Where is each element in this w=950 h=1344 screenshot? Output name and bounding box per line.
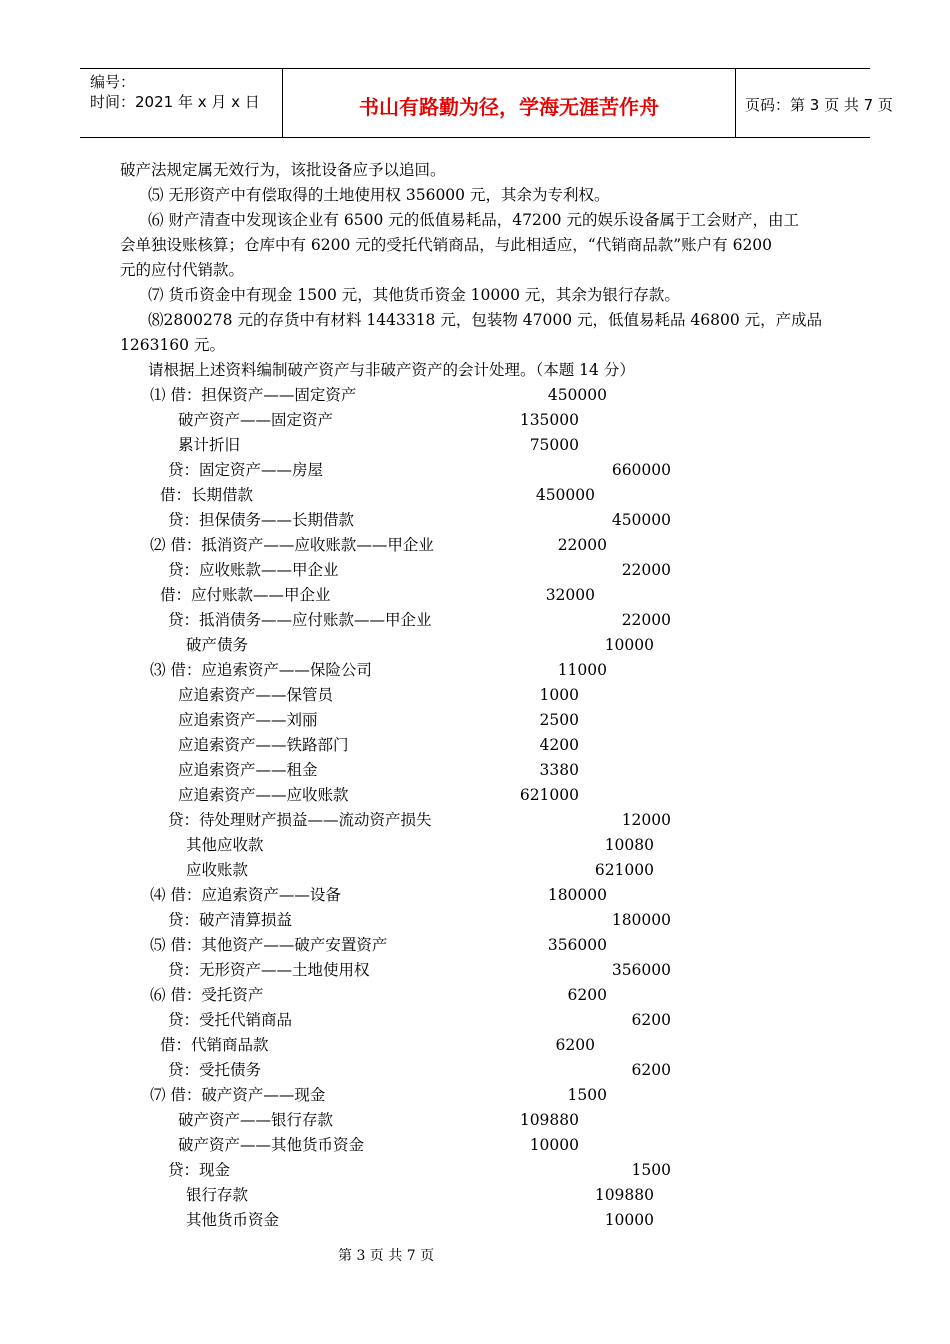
paragraph-line: 会单独设账核算；仓库中有 6200 元的受托代销商品，与此相适应，“代销商品款”账户有 6200 xyxy=(120,236,773,254)
entry-amount: 6200 xyxy=(631,1011,671,1029)
entry-text: 应追索资产——铁路部门 xyxy=(178,736,349,754)
entry-text: 累计折旧 xyxy=(178,436,241,454)
header-page-info: 页码：第 3 页 共 7 页 xyxy=(745,96,893,114)
entry-text: 破产资产——银行存款 xyxy=(178,1111,334,1129)
entry-amount: 10000 xyxy=(604,636,654,654)
entry-text: 应追索资产——租金 xyxy=(178,761,318,779)
entry-amount: 356000 xyxy=(611,961,671,979)
paragraph-line: ⑸ 无形资产中有偿取得的土地使用权 356000 元，其余为专利权。 xyxy=(148,186,610,204)
entry-text: 借：长期借款 xyxy=(160,486,254,504)
entry-text: 破产债务 xyxy=(186,636,249,654)
entry-amount: 660000 xyxy=(611,461,671,479)
entry-text: ⑸ 借：其他资产——破产安置资产 xyxy=(150,936,388,954)
entry-amount: 10080 xyxy=(604,836,654,854)
entry-text: 贷：无形资产——土地使用权 xyxy=(168,961,370,979)
entry-amount: 135000 xyxy=(519,411,579,429)
entry-text: 贷：受托债务 xyxy=(168,1061,262,1079)
entry-amount: 109880 xyxy=(594,1186,654,1204)
entry-text: 借：应付账款——甲企业 xyxy=(160,586,331,604)
entry-amount: 1500 xyxy=(567,1086,607,1104)
entry-amount: 621000 xyxy=(519,786,579,804)
header-meta-cell xyxy=(80,69,282,137)
entry-amount: 450000 xyxy=(547,386,607,404)
paragraph-line: ⑹ 财产清查中发现该企业有 6500 元的低值易耗品，47200 元的娱乐设备属于工会财产，由工 xyxy=(148,211,799,229)
entry-amount: 75000 xyxy=(529,436,579,454)
entry-text: 其他应收款 xyxy=(186,836,264,854)
entry-amount: 11000 xyxy=(557,661,607,679)
entry-amount: 22000 xyxy=(621,561,671,579)
entry-text: ⑷ 借：应追索资产——设备 xyxy=(150,886,341,904)
entry-text: 贷：抵消债务——应付账款——甲企业 xyxy=(168,611,432,629)
entry-text: ⑵ 借：抵消资产——应收账款——甲企业 xyxy=(150,536,434,554)
doc-id-label: 编号： xyxy=(90,73,136,91)
entry-text: ⑴ 借：担保资产——固定资产 xyxy=(150,386,357,404)
paragraph-line: ⑺ 货币资金中有现金 1500 元，其他货币资金 10000 元，其余为银行存款。 xyxy=(148,286,680,304)
header-motto-cell xyxy=(282,69,736,137)
header-motto: 书山有路勤为径，学海无涯苦作舟 xyxy=(359,95,659,119)
entry-text: 贷：应收账款——甲企业 xyxy=(168,561,339,579)
entry-text: 贷：担保债务——长期借款 xyxy=(168,511,355,529)
entry-amount: 180000 xyxy=(611,911,671,929)
entry-amount: 2500 xyxy=(539,711,579,729)
paragraph-line: 破产法规定属无效行为，该批设备应予以追回。 xyxy=(120,161,446,179)
entry-amount: 450000 xyxy=(535,486,595,504)
entry-amount: 621000 xyxy=(594,861,654,879)
question-line: 请根据上述资料编制破产资产与非破产资产的会计处理。（本题 14 分） xyxy=(148,361,635,379)
entry-amount: 10000 xyxy=(604,1211,654,1229)
entry-amount: 6200 xyxy=(555,1036,595,1054)
entry-amount: 12000 xyxy=(621,811,671,829)
header-page-cell xyxy=(735,69,893,137)
entry-text: 破产资产——固定资产 xyxy=(178,411,334,429)
entry-text: 应收账款 xyxy=(186,861,249,879)
entry-amount: 4200 xyxy=(539,736,579,754)
entry-text: 贷：待处理财产损益——流动资产损失 xyxy=(168,811,432,829)
entry-amount: 1500 xyxy=(631,1161,671,1179)
entry-text: 其他货币资金 xyxy=(186,1211,280,1229)
entry-text: 应追索资产——保管员 xyxy=(178,686,334,704)
entry-text: 贷：受托代销商品 xyxy=(168,1011,293,1029)
entry-text: 应追索资产——刘丽 xyxy=(178,711,318,729)
paragraph-line: 元的应付代销款。 xyxy=(120,261,245,279)
document-header xyxy=(80,68,893,138)
entry-text: ⑶ 借：应追索资产——保险公司 xyxy=(150,661,372,679)
entry-amount: 3380 xyxy=(539,761,579,779)
paragraph-line: 1263160 元。 xyxy=(120,336,225,354)
entry-text: ⑺ 借：破产资产——现金 xyxy=(150,1086,326,1104)
entry-amount: 6200 xyxy=(631,1061,671,1079)
entry-amount: 6200 xyxy=(567,986,607,1004)
entry-text: 应追索资产——应收账款 xyxy=(178,786,349,804)
entry-text: 贷：固定资产——房屋 xyxy=(168,461,324,479)
entry-text: 破产资产——其他货币资金 xyxy=(178,1136,365,1154)
entry-amount: 356000 xyxy=(547,936,607,954)
entry-amount: 10000 xyxy=(529,1136,579,1154)
entry-amount: 450000 xyxy=(611,511,671,529)
entry-text: 银行存款 xyxy=(186,1186,249,1204)
entry-amount: 109880 xyxy=(519,1111,579,1129)
page-footer: 第 3 页 共 7 页 xyxy=(338,1248,435,1264)
entry-amount: 22000 xyxy=(557,536,607,554)
doc-time-label: 时间：2021 年 x 月 x 日 xyxy=(90,93,260,111)
entry-text: 贷：现金 xyxy=(168,1161,231,1179)
entry-amount: 32000 xyxy=(545,586,595,604)
entry-text: ⑹ 借：受托资产 xyxy=(150,986,264,1004)
paragraph-line: ⑻2800278 元的存货中有材料 1443318 元，包装物 47000 元，低值易耗品 46800 元，产成品 xyxy=(148,311,823,329)
entry-text: 借：代销商品款 xyxy=(160,1036,269,1054)
entry-amount: 22000 xyxy=(621,611,671,629)
entry-amount: 180000 xyxy=(547,886,607,904)
entry-amount: 1000 xyxy=(539,686,579,704)
entry-text: 贷：破产清算损益 xyxy=(168,911,293,929)
